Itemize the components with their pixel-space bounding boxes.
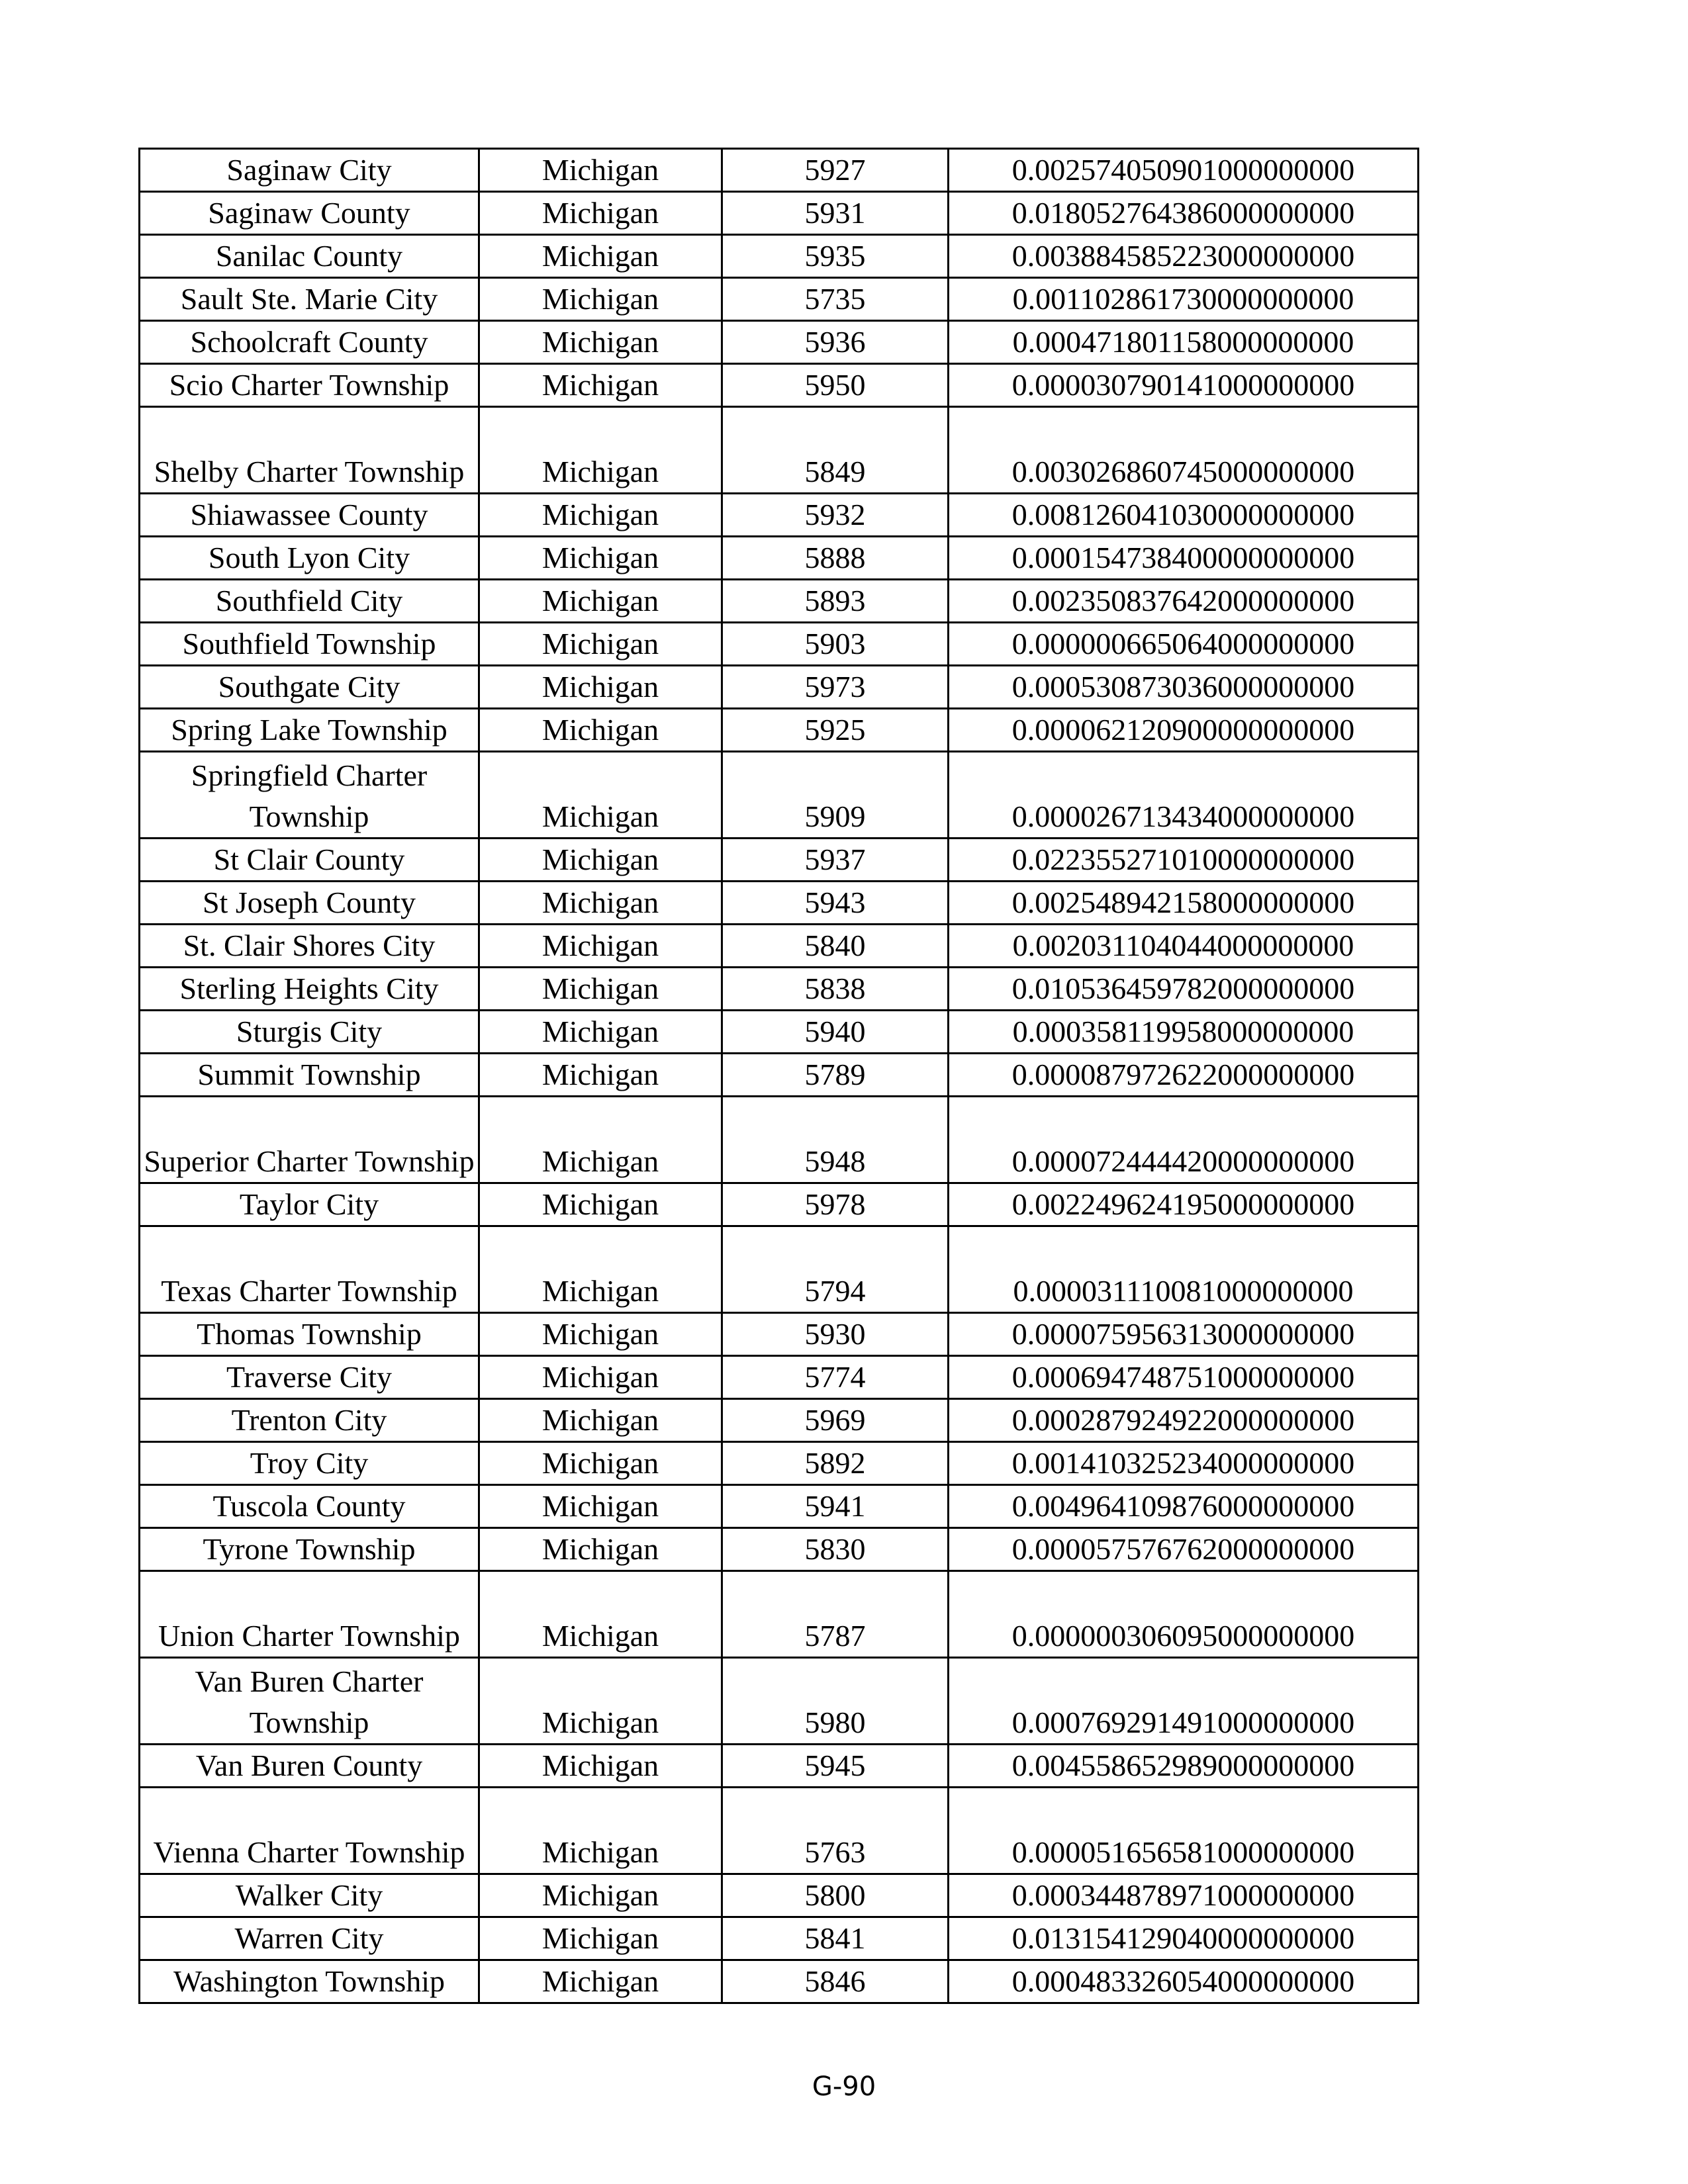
code-cell: 5940 bbox=[722, 1011, 949, 1054]
table-row bbox=[140, 1528, 1419, 1571]
jurisdiction-cell: Sanilac County bbox=[140, 235, 479, 278]
percentage-cell: 0.004964109876000000000 bbox=[949, 1485, 1419, 1528]
state-cell: Michigan bbox=[479, 1788, 722, 1874]
jurisdiction-cell: Shelby Charter Township bbox=[140, 407, 479, 494]
jurisdiction-cell: Troy City bbox=[140, 1442, 479, 1485]
percentage-cell: 0.000769291491000000000 bbox=[949, 1658, 1419, 1745]
code-cell: 5893 bbox=[722, 580, 949, 623]
percentage-cell: 0.000051656581000000000 bbox=[949, 1788, 1419, 1874]
jurisdiction-cell: St. Clair Shores City bbox=[140, 925, 479, 968]
state-cell: Michigan bbox=[479, 752, 722, 839]
code-cell: 5931 bbox=[722, 192, 949, 235]
table-row bbox=[140, 666, 1419, 709]
jurisdiction-cell: Sterling Heights City bbox=[140, 968, 479, 1011]
percentage-cell: 0.000057576762000000000 bbox=[949, 1528, 1419, 1571]
jurisdiction-cell: Springfield Charter Township bbox=[140, 752, 479, 839]
table-row bbox=[140, 1399, 1419, 1442]
code-cell: 5973 bbox=[722, 666, 949, 709]
state-cell: Michigan bbox=[479, 580, 722, 623]
percentage-cell: 0.000087972622000000000 bbox=[949, 1054, 1419, 1097]
percentage-cell: 0.002574050901000000000 bbox=[949, 149, 1419, 192]
percentage-cell: 0.000483326054000000000 bbox=[949, 1960, 1419, 2003]
state-cell: Michigan bbox=[479, 192, 722, 235]
state-cell: Michigan bbox=[479, 1528, 722, 1571]
code-cell: 5794 bbox=[722, 1226, 949, 1313]
percentage-cell: 0.003884585223000000000 bbox=[949, 235, 1419, 278]
jurisdiction-cell: Tyrone Township bbox=[140, 1528, 479, 1571]
percentage-cell: 0.000031110081000000000 bbox=[949, 1226, 1419, 1313]
table-row bbox=[140, 321, 1419, 364]
table-row bbox=[140, 580, 1419, 623]
percentage-cell: 0.008126041030000000000 bbox=[949, 494, 1419, 537]
table-row bbox=[140, 1313, 1419, 1356]
jurisdiction-cell: Trenton City bbox=[140, 1399, 479, 1442]
code-cell: 5980 bbox=[722, 1658, 949, 1745]
code-cell: 5950 bbox=[722, 364, 949, 407]
table-row bbox=[140, 1874, 1419, 1917]
percentage-cell: 0.000344878971000000000 bbox=[949, 1874, 1419, 1917]
code-cell: 5925 bbox=[722, 709, 949, 752]
code-cell: 5774 bbox=[722, 1356, 949, 1399]
code-cell: 5937 bbox=[722, 839, 949, 882]
table-row bbox=[140, 925, 1419, 968]
table-row bbox=[140, 1356, 1419, 1399]
jurisdiction-cell: Schoolcraft County bbox=[140, 321, 479, 364]
percentage-cell: 0.000000665064000000000 bbox=[949, 623, 1419, 666]
jurisdiction-cell: Scio Charter Township bbox=[140, 364, 479, 407]
percentage-cell: 0.018052764386000000000 bbox=[949, 192, 1419, 235]
state-cell: Michigan bbox=[479, 1658, 722, 1745]
state-cell: Michigan bbox=[479, 1745, 722, 1788]
jurisdiction-cell: Vienna Charter Township bbox=[140, 1788, 479, 1874]
state-cell: Michigan bbox=[479, 235, 722, 278]
code-cell: 5941 bbox=[722, 1485, 949, 1528]
code-cell: 5936 bbox=[722, 321, 949, 364]
percentage-cell: 0.000358119958000000000 bbox=[949, 1011, 1419, 1054]
code-cell: 5789 bbox=[722, 1054, 949, 1097]
jurisdiction-cell: St Clair County bbox=[140, 839, 479, 882]
percentage-cell: 0.003026860745000000000 bbox=[949, 407, 1419, 494]
code-cell: 5943 bbox=[722, 882, 949, 925]
state-cell: Michigan bbox=[479, 1356, 722, 1399]
state-cell: Michigan bbox=[479, 1313, 722, 1356]
code-cell: 5787 bbox=[722, 1571, 949, 1658]
percentage-cell: 0.000062120900000000000 bbox=[949, 709, 1419, 752]
jurisdiction-cell: Van Buren County bbox=[140, 1745, 479, 1788]
state-cell: Michigan bbox=[479, 1399, 722, 1442]
table-row bbox=[140, 192, 1419, 235]
page-number: G-90 bbox=[812, 2071, 876, 2102]
jurisdiction-cell: Van Buren Charter Township bbox=[140, 1658, 479, 1745]
code-cell: 5927 bbox=[722, 149, 949, 192]
state-cell: Michigan bbox=[479, 623, 722, 666]
table-row bbox=[140, 1745, 1419, 1788]
percentage-cell: 0.001102861730000000000 bbox=[949, 278, 1419, 321]
percentage-cell: 0.002031104044000000000 bbox=[949, 925, 1419, 968]
table-row bbox=[140, 1097, 1419, 1183]
jurisdiction-cell: St Joseph County bbox=[140, 882, 479, 925]
code-cell: 5800 bbox=[722, 1874, 949, 1917]
percentage-cell: 0.000530873036000000000 bbox=[949, 666, 1419, 709]
state-cell: Michigan bbox=[479, 1485, 722, 1528]
percentage-cell: 0.000287924922000000000 bbox=[949, 1399, 1419, 1442]
state-cell: Michigan bbox=[479, 1097, 722, 1183]
state-cell: Michigan bbox=[479, 968, 722, 1011]
percentage-cell: 0.004558652989000000000 bbox=[949, 1745, 1419, 1788]
percentage-cell: 0.000000306095000000000 bbox=[949, 1571, 1419, 1658]
table-row bbox=[140, 1658, 1419, 1745]
jurisdiction-cell: South Lyon City bbox=[140, 537, 479, 580]
jurisdiction-cell: Sturgis City bbox=[140, 1011, 479, 1054]
state-cell: Michigan bbox=[479, 537, 722, 580]
table-row bbox=[140, 1917, 1419, 1960]
state-cell: Michigan bbox=[479, 407, 722, 494]
percentage-cell: 0.013154129040000000000 bbox=[949, 1917, 1419, 1960]
table-row bbox=[140, 1183, 1419, 1226]
state-cell: Michigan bbox=[479, 709, 722, 752]
state-cell: Michigan bbox=[479, 1571, 722, 1658]
state-cell: Michigan bbox=[479, 149, 722, 192]
jurisdiction-cell: Saginaw City bbox=[140, 149, 479, 192]
code-cell: 5735 bbox=[722, 278, 949, 321]
table-row bbox=[140, 1960, 1419, 2003]
code-cell: 5935 bbox=[722, 235, 949, 278]
table-row bbox=[140, 1485, 1419, 1528]
jurisdiction-cell: Southfield Township bbox=[140, 623, 479, 666]
jurisdiction-cell: Traverse City bbox=[140, 1356, 479, 1399]
table-row bbox=[140, 968, 1419, 1011]
state-cell: Michigan bbox=[479, 666, 722, 709]
state-cell: Michigan bbox=[479, 925, 722, 968]
state-cell: Michigan bbox=[479, 1226, 722, 1313]
table-row bbox=[140, 149, 1419, 192]
table-row bbox=[140, 278, 1419, 321]
code-cell: 5838 bbox=[722, 968, 949, 1011]
state-cell: Michigan bbox=[479, 1054, 722, 1097]
table-row bbox=[140, 1011, 1419, 1054]
jurisdiction-cell: Sault Ste. Marie City bbox=[140, 278, 479, 321]
percentage-cell: 0.000471801158000000000 bbox=[949, 321, 1419, 364]
code-cell: 5978 bbox=[722, 1183, 949, 1226]
state-cell: Michigan bbox=[479, 364, 722, 407]
jurisdiction-cell: Walker City bbox=[140, 1874, 479, 1917]
table-row bbox=[140, 407, 1419, 494]
code-cell: 5969 bbox=[722, 1399, 949, 1442]
percentage-cell: 0.002350837642000000000 bbox=[949, 580, 1419, 623]
state-cell: Michigan bbox=[479, 882, 722, 925]
table-row bbox=[140, 235, 1419, 278]
state-cell: Michigan bbox=[479, 278, 722, 321]
table-row bbox=[140, 1788, 1419, 1874]
state-cell: Michigan bbox=[479, 1960, 722, 2003]
percentage-cell: 0.000026713434000000000 bbox=[949, 752, 1419, 839]
percentage-cell: 0.000030790141000000000 bbox=[949, 364, 1419, 407]
table-row bbox=[140, 537, 1419, 580]
jurisdiction-cell: Thomas Township bbox=[140, 1313, 479, 1356]
table-row bbox=[140, 882, 1419, 925]
jurisdiction-cell: Warren City bbox=[140, 1917, 479, 1960]
code-cell: 5945 bbox=[722, 1745, 949, 1788]
code-cell: 5930 bbox=[722, 1313, 949, 1356]
state-cell: Michigan bbox=[479, 1917, 722, 1960]
state-cell: Michigan bbox=[479, 839, 722, 882]
jurisdiction-cell: Union Charter Township bbox=[140, 1571, 479, 1658]
code-cell: 5888 bbox=[722, 537, 949, 580]
table-row bbox=[140, 364, 1419, 407]
code-cell: 5932 bbox=[722, 494, 949, 537]
table-body bbox=[140, 149, 1419, 2003]
jurisdiction-cell: Superior Charter Township bbox=[140, 1097, 479, 1183]
code-cell: 5840 bbox=[722, 925, 949, 968]
table-row bbox=[140, 1226, 1419, 1313]
percentage-cell: 0.010536459782000000000 bbox=[949, 968, 1419, 1011]
table-row bbox=[140, 494, 1419, 537]
percentage-cell: 0.000154738400000000000 bbox=[949, 537, 1419, 580]
jurisdiction-cell: Texas Charter Township bbox=[140, 1226, 479, 1313]
percentage-cell: 0.000072444420000000000 bbox=[949, 1097, 1419, 1183]
state-cell: Michigan bbox=[479, 494, 722, 537]
state-cell: Michigan bbox=[479, 1442, 722, 1485]
state-cell: Michigan bbox=[479, 321, 722, 364]
jurisdiction-cell: Washington Township bbox=[140, 1960, 479, 2003]
table-row bbox=[140, 1571, 1419, 1658]
table-row bbox=[140, 1054, 1419, 1097]
state-cell: Michigan bbox=[479, 1874, 722, 1917]
percentage-cell: 0.002249624195000000000 bbox=[949, 1183, 1419, 1226]
percentage-cell: 0.002548942158000000000 bbox=[949, 882, 1419, 925]
percentage-cell: 0.022355271010000000000 bbox=[949, 839, 1419, 882]
jurisdiction-cell: Shiawassee County bbox=[140, 494, 479, 537]
code-cell: 5763 bbox=[722, 1788, 949, 1874]
code-cell: 5909 bbox=[722, 752, 949, 839]
jurisdiction-cell: Summit Township bbox=[140, 1054, 479, 1097]
percentage-cell: 0.001410325234000000000 bbox=[949, 1442, 1419, 1485]
jurisdiction-cell: Spring Lake Township bbox=[140, 709, 479, 752]
code-cell: 5948 bbox=[722, 1097, 949, 1183]
jurisdiction-cell: Southfield City bbox=[140, 580, 479, 623]
table-row bbox=[140, 1442, 1419, 1485]
allocation-table bbox=[138, 148, 1419, 2004]
jurisdiction-cell: Saginaw County bbox=[140, 192, 479, 235]
code-cell: 5830 bbox=[722, 1528, 949, 1571]
jurisdiction-cell: Southgate City bbox=[140, 666, 479, 709]
percentage-cell: 0.000694748751000000000 bbox=[949, 1356, 1419, 1399]
code-cell: 5849 bbox=[722, 407, 949, 494]
code-cell: 5892 bbox=[722, 1442, 949, 1485]
table-row bbox=[140, 709, 1419, 752]
table-row bbox=[140, 839, 1419, 882]
code-cell: 5903 bbox=[722, 623, 949, 666]
jurisdiction-cell: Taylor City bbox=[140, 1183, 479, 1226]
jurisdiction-cell: Tuscola County bbox=[140, 1485, 479, 1528]
state-cell: Michigan bbox=[479, 1183, 722, 1226]
code-cell: 5841 bbox=[722, 1917, 949, 1960]
percentage-cell: 0.000075956313000000000 bbox=[949, 1313, 1419, 1356]
state-cell: Michigan bbox=[479, 1011, 722, 1054]
table-row bbox=[140, 752, 1419, 839]
code-cell: 5846 bbox=[722, 1960, 949, 2003]
table-row bbox=[140, 623, 1419, 666]
